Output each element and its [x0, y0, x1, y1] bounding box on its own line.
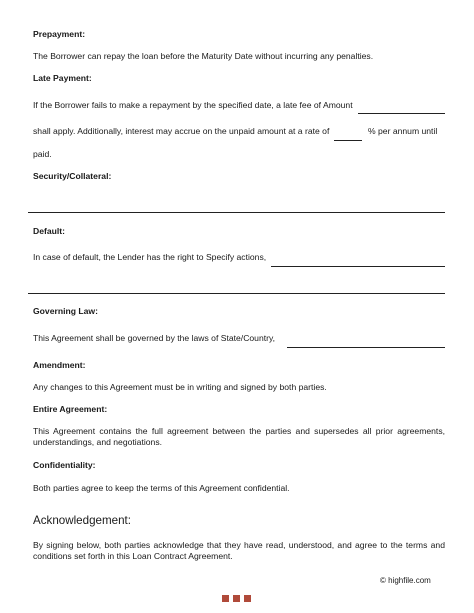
late-payment-line2-tail: % per annum until	[368, 126, 438, 136]
amendment-heading: Amendment:	[33, 360, 86, 370]
security-collateral-field[interactable]	[28, 212, 445, 213]
governing-law-heading: Governing Law:	[33, 306, 98, 316]
acknowledgement-heading: Acknowledgement:	[33, 514, 131, 527]
governing-law-text: This Agreement shall be governed by the laws of State/Country,	[33, 333, 276, 343]
default-actions-field[interactable]	[271, 266, 445, 267]
late-payment-line2: shall apply. Additionally, interest may accrue on the unpaid amount at a rate of	[33, 126, 330, 136]
footer-credit: © highfile.com	[380, 576, 431, 585]
prepayment-text: The Borrower can repay the loan before the Maturity Date without incurring any penalties.	[33, 51, 374, 61]
acknowledgement-text: By signing below, both parties acknowledge that they have read, understood, and agree to the terms and conditions set forth in this Loan Contract Agreement.	[33, 540, 445, 561]
default-actions-line[interactable]	[28, 293, 445, 294]
late-fee-amount-field[interactable]	[358, 113, 445, 114]
page-indicator-square	[233, 595, 240, 602]
default-heading: Default:	[33, 226, 65, 236]
governing-law-field[interactable]	[287, 347, 445, 348]
confidentiality-heading: Confidentiality:	[33, 460, 96, 470]
late-payment-line3: paid.	[33, 149, 52, 159]
entire-agreement-heading: Entire Agreement:	[33, 404, 108, 414]
late-payment-line1: If the Borrower fails to make a repayment by the specified date, a late fee of Amount	[33, 100, 353, 110]
page-indicator-square	[222, 595, 229, 602]
amendment-text: Any changes to this Agreement must be in writing and signed by both parties.	[33, 382, 327, 392]
default-text: In case of default, the Lender has the right to Specify actions,	[33, 252, 267, 262]
late-payment-heading: Late Payment:	[33, 73, 92, 83]
entire-agreement-text: This Agreement contains the full agreement between the parties and supersedes all prior agreements, understandings, and negotiations.	[33, 426, 445, 447]
page-indicator-square	[244, 595, 251, 602]
prepayment-heading: Prepayment:	[33, 29, 86, 39]
confidentiality-text: Both parties agree to keep the terms of this Agreement confidential.	[33, 483, 290, 493]
interest-rate-field[interactable]	[334, 140, 362, 141]
security-heading: Security/Collateral:	[33, 171, 112, 181]
